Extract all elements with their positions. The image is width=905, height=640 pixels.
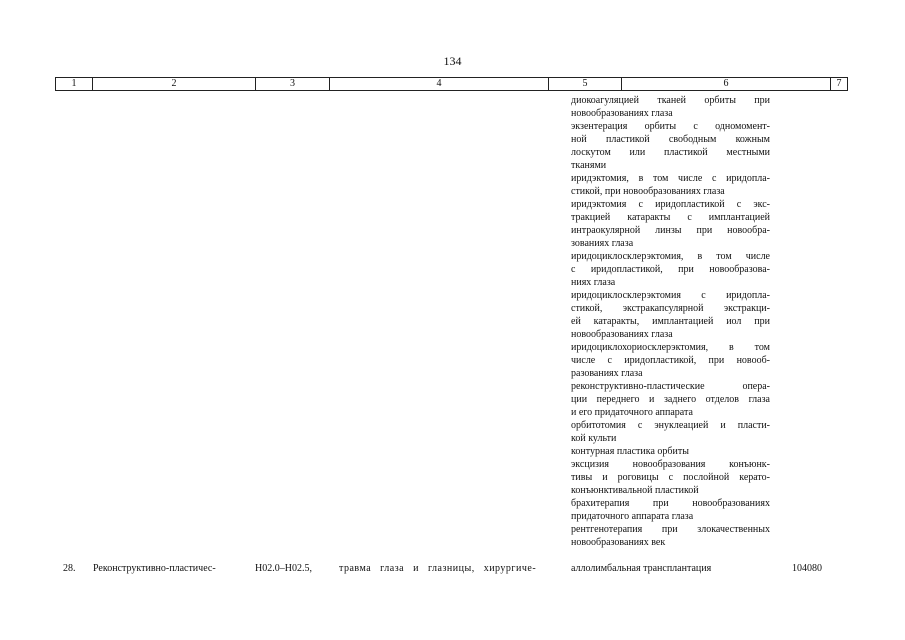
treatment-line: лоскутом или пластикой местными (571, 147, 770, 158)
treatment-line: кой культи (571, 433, 617, 444)
treatment-line: тивы и роговицы с послойной керато- (571, 472, 770, 483)
header-col-7: 7 (830, 78, 848, 90)
treatment-line: новообразованиях глаза (571, 108, 673, 119)
treatment-line: ции переднего и заднего отделов глаза (571, 394, 770, 405)
treatment-line: орбитотомия с энуклеацией и пласти- (571, 420, 770, 431)
treatment-line: интраокулярной линзы при новообра- (571, 225, 770, 236)
treatment-line: рентгенотерапия при злокачественных (571, 524, 770, 535)
header-col-1: 1 (55, 78, 92, 90)
row-patient-model: травма глаза и глазницы, хирургиче- (339, 563, 537, 574)
treatment-line: иридэктомия, в том числе с иридопла- (571, 173, 770, 184)
table-header-row (55, 77, 848, 91)
table-row-28 (55, 562, 848, 575)
treatment-line: зованиях глаза (571, 238, 634, 249)
treatment-line: новообразованиях век (571, 537, 666, 548)
treatment-line: иридэктомия с иридопластикой с экс- (571, 199, 770, 210)
header-col-4: 4 (329, 78, 548, 90)
treatment-methods-column (571, 94, 770, 549)
treatment-line: экзентерация орбиты с одномомент- (571, 121, 770, 132)
treatment-line: разованиях глаза (571, 368, 643, 379)
header-col-6: 6 (621, 78, 830, 90)
treatment-line: иридоциклохориосклерэктомия, в том (571, 342, 770, 353)
treatment-line: ей катаракты, имплантацией иол при (571, 316, 770, 327)
treatment-line: и его придаточного аппарата (571, 407, 693, 418)
treatment-line: реконструктивно-пластические опера- (571, 381, 770, 392)
treatment-line: брахитерапия при новообразованиях (571, 498, 770, 509)
header-col-3: 3 (255, 78, 329, 90)
row-name: Реконструктивно-пластичес- (93, 563, 216, 574)
treatment-line: тканями (571, 160, 607, 171)
treatment-line: придаточного аппарата глаза (571, 511, 694, 522)
header-col-5: 5 (548, 78, 621, 90)
treatment-line: иридоциклосклерэктомия с иридопла- (571, 290, 770, 301)
treatment-line: конъюнктивальной пластикой (571, 485, 699, 496)
row-cost: 104080 (792, 563, 822, 574)
treatment-line: контурная пластика орбиты (571, 446, 689, 457)
row-treatment: аллолимбальная трансплантация (571, 563, 712, 574)
treatment-line: с иридопластикой, при новообразова- (571, 264, 770, 275)
row-number: 28. (63, 563, 76, 574)
treatment-line: стикой, экстракапсулярной экстракци- (571, 303, 770, 314)
header-col-2: 2 (92, 78, 255, 90)
treatment-line: диокоагуляцией тканей орбиты при (571, 95, 770, 106)
treatment-line: иридоциклосклерэктомия, в том числе (571, 251, 770, 262)
treatment-line: тракцией катаракты с имплантацией (571, 212, 770, 223)
treatment-line: новообразованиях глаза (571, 329, 673, 340)
treatment-line: эксцизия новообразования конъюнк- (571, 459, 770, 470)
treatment-line: ниях глаза (571, 277, 616, 288)
treatment-line: стикой, при новообразованиях глаза (571, 186, 725, 197)
row-codes: H02.0–H02.5, (255, 563, 312, 574)
treatment-line: ной пластикой свободным кожным (571, 134, 770, 145)
page-number: 134 (443, 54, 462, 68)
treatment-line: числе с иридопластикой, при новооб- (571, 355, 770, 366)
